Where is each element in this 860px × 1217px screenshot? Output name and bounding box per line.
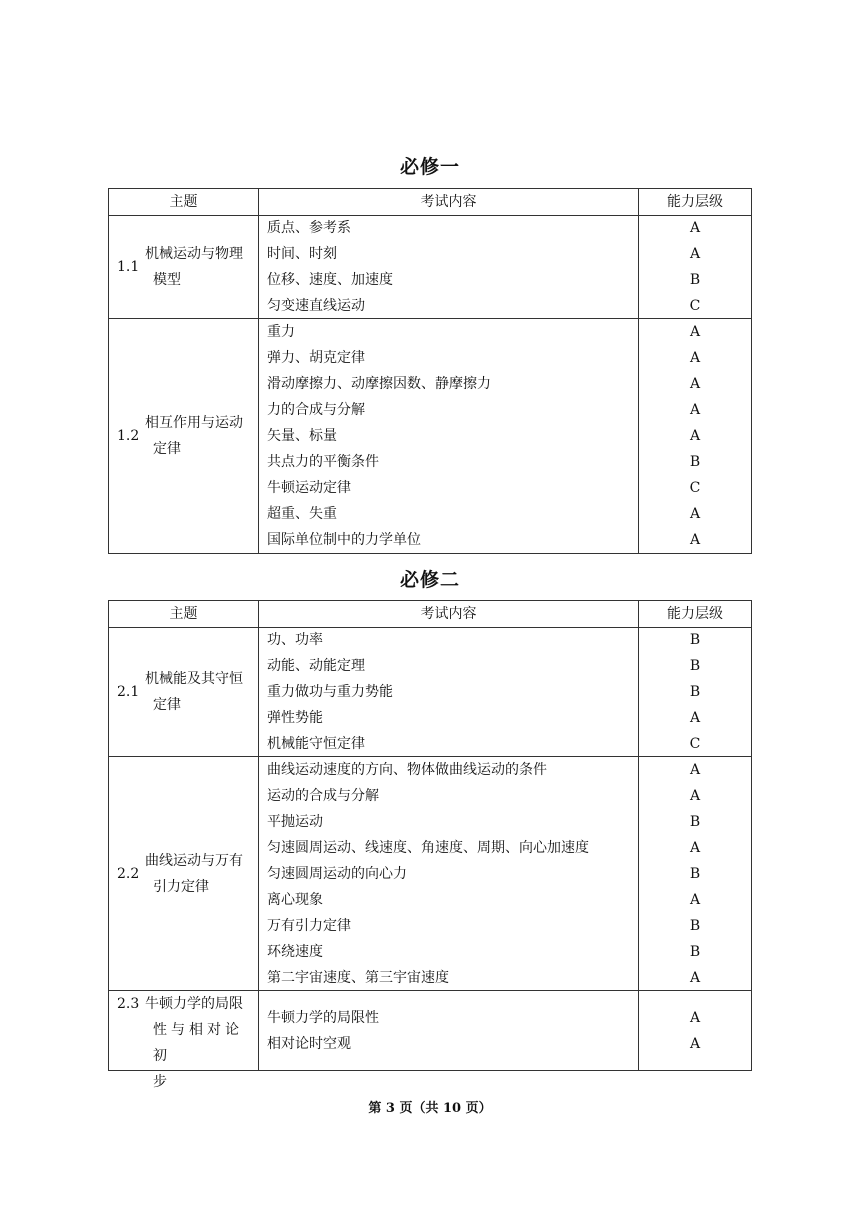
topic-number: 2.1 xyxy=(117,683,140,700)
topic-cell xyxy=(109,215,259,319)
content-item: 平抛运动 xyxy=(267,813,323,830)
content-item: 位移、速度、加速度 xyxy=(267,271,393,288)
content-cell xyxy=(259,319,639,553)
content-item: 共点力的平衡条件 xyxy=(267,454,379,470)
level-item: B xyxy=(689,917,701,934)
level-item: A xyxy=(689,350,701,366)
level-item: B xyxy=(689,657,701,674)
content-item: 运动的合成与分解 xyxy=(267,787,379,804)
topic-title-line: 曲线运动与万有 xyxy=(145,852,243,869)
topic-number: 2.2 xyxy=(117,865,140,882)
content-item: 牛顿运动定律 xyxy=(267,480,351,496)
header-topic: 主题 xyxy=(109,601,259,628)
level-item: A xyxy=(689,506,701,522)
topic-cell xyxy=(109,757,259,991)
content-item: 功、功率 xyxy=(267,631,323,648)
content-item: 质点、参考系 xyxy=(267,219,351,236)
level-item: A xyxy=(689,1009,701,1026)
topic-number: 1.1 xyxy=(117,258,140,275)
content-item: 国际单位制中的力学单位 xyxy=(267,532,421,548)
level-item: B xyxy=(689,865,701,882)
level-item: A xyxy=(689,709,701,726)
topic-title xyxy=(145,991,254,1095)
level-item: A xyxy=(689,532,701,548)
level-item: A xyxy=(689,245,701,262)
topic-title xyxy=(145,848,254,900)
content-cell xyxy=(259,757,639,991)
level-item: A xyxy=(689,761,701,778)
level-item: A xyxy=(689,428,701,444)
level-cell xyxy=(639,757,751,991)
content-item: 相对论时空观 xyxy=(267,1035,351,1052)
level-item: B xyxy=(689,943,701,960)
content-cell xyxy=(259,215,639,319)
level-item: A xyxy=(689,891,701,908)
level-item: A xyxy=(689,324,701,340)
level-item: B xyxy=(689,271,701,288)
content-item: 匀速圆周运动、线速度、角速度、周期、向心加速度 xyxy=(267,839,589,856)
header-level: 能力层级 xyxy=(639,601,751,628)
table-2 xyxy=(108,600,752,1090)
content-item: 滑动摩擦力、动摩擦因数、静摩擦力 xyxy=(267,376,491,392)
level-item: A xyxy=(689,787,701,804)
level-item: A xyxy=(689,219,701,236)
table-1 xyxy=(108,188,752,554)
header-topic: 主题 xyxy=(109,189,259,216)
header-content: 考试内容 xyxy=(259,189,639,216)
content-item: 力的合成与分解 xyxy=(267,402,365,418)
level-item: C xyxy=(689,297,701,314)
content-item: 第二宇宙速度、第三宇宙速度 xyxy=(267,969,449,986)
content-item: 匀变速直线运动 xyxy=(267,297,365,314)
topic-title-line: 性与相对论初 xyxy=(153,1022,243,1064)
content-item: 牛顿力学的局限性 xyxy=(267,1009,379,1026)
topic-title xyxy=(145,666,254,718)
topic-title-line: 机械能及其守恒 xyxy=(145,670,243,687)
topic-title-line: 模型 xyxy=(153,271,181,288)
topic-number: 1.2 xyxy=(117,428,140,444)
content-item: 重力做功与重力势能 xyxy=(267,683,393,700)
topic-title xyxy=(145,410,254,462)
page-footer: 第 3 页（共 10 页） xyxy=(368,1101,492,1116)
topic-title-line: 牛顿力学的局限 xyxy=(145,996,243,1012)
level-item: A xyxy=(689,839,701,856)
header-content: 考试内容 xyxy=(259,601,639,628)
level-item: A xyxy=(689,1035,701,1052)
level-item: A xyxy=(689,402,701,418)
topic-title-line: 引力定律 xyxy=(153,878,209,895)
section-title-2: 必修二 xyxy=(399,569,460,591)
level-item: B xyxy=(689,683,701,700)
level-item: B xyxy=(689,454,701,470)
content-item: 匀速圆周运动的向心力 xyxy=(267,865,407,882)
level-item: C xyxy=(689,735,701,752)
level-cell xyxy=(639,319,751,553)
content-item: 机械能守恒定律 xyxy=(267,735,365,752)
content-item: 曲线运动速度的方向、物体做曲线运动的条件 xyxy=(267,761,547,778)
topic-cell xyxy=(109,991,259,1090)
topic-title-line: 步 xyxy=(153,1074,167,1090)
level-cell xyxy=(639,215,751,319)
topic-number: 2.3 xyxy=(117,996,140,1012)
content-item: 弹性势能 xyxy=(267,709,323,726)
topic-title-line: 相互作用与运动 xyxy=(145,415,243,431)
content-item: 时间、时刻 xyxy=(267,245,337,262)
content-cell xyxy=(259,991,639,1070)
content-item: 重力 xyxy=(267,324,295,340)
content-item: 矢量、标量 xyxy=(267,428,337,444)
topic-cell xyxy=(109,319,259,553)
topic-title xyxy=(145,241,254,293)
topic-title-line: 机械运动与物理 xyxy=(145,245,243,262)
content-item: 环绕速度 xyxy=(267,943,323,960)
content-item: 离心现象 xyxy=(267,891,323,908)
level-cell xyxy=(639,991,751,1070)
content-item: 超重、失重 xyxy=(267,506,337,522)
topic-cell xyxy=(109,627,259,757)
header-level: 能力层级 xyxy=(639,189,751,216)
level-item: A xyxy=(689,969,701,986)
level-item: B xyxy=(689,631,701,648)
level-item: A xyxy=(689,376,701,392)
level-item: B xyxy=(689,813,701,830)
content-item: 弹力、胡克定律 xyxy=(267,350,365,366)
topic-title-line: 定律 xyxy=(153,441,181,457)
content-item: 万有引力定律 xyxy=(267,917,351,934)
content-item: 动能、动能定理 xyxy=(267,657,365,674)
content-cell xyxy=(259,627,639,757)
level-item: C xyxy=(689,480,701,496)
topic-title-line: 定律 xyxy=(153,696,181,713)
section-title-1: 必修一 xyxy=(399,156,460,178)
level-cell xyxy=(639,627,751,757)
